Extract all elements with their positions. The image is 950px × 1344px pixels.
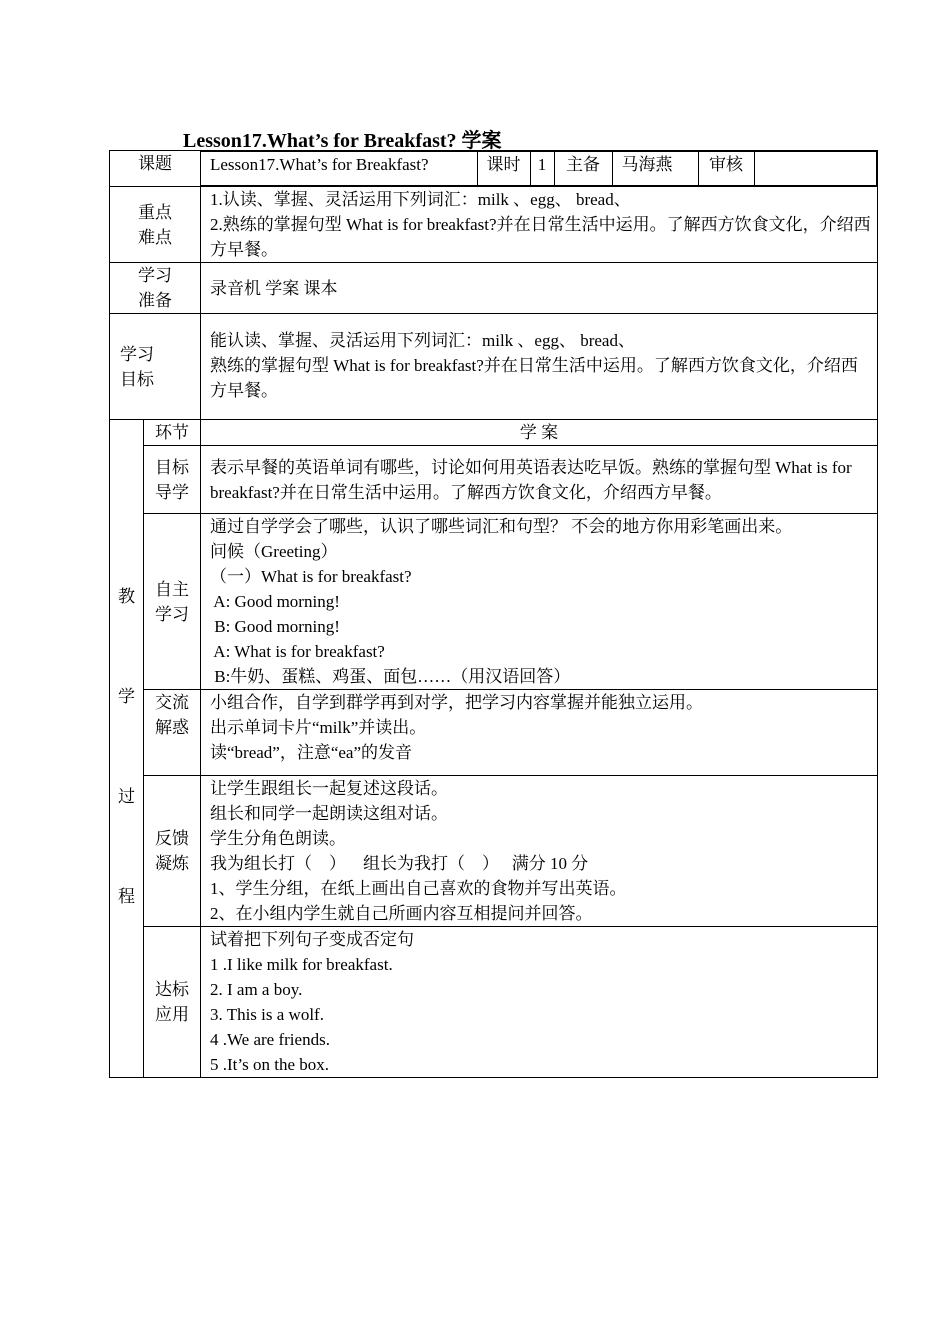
goals-label-1: 学习 (120, 344, 154, 364)
goals-content (201, 314, 878, 420)
section-line: 5 .It’s on the box. (210, 1055, 329, 1074)
goals-label-cell (110, 314, 201, 420)
prep-text: 录音机 学案 课本 (210, 278, 338, 298)
goals-label-2: 目标 (120, 369, 154, 389)
side-char-3: 过 (118, 787, 135, 806)
section-line: 读“bread”，注意“ea”的发音 (210, 743, 413, 762)
section-row (110, 776, 878, 927)
goals-line-1: 能认读、掌握、灵活运用下列词汇：milk 、egg、 bread、 (210, 331, 635, 350)
header-inner-table (201, 151, 877, 186)
focus-row (110, 187, 878, 263)
lead-value: 马海燕 (612, 152, 698, 186)
section-label-line: 凝炼 (155, 854, 189, 873)
section-content (201, 927, 878, 1078)
prep-content (201, 263, 878, 314)
lead-label: 主备 (554, 152, 612, 186)
section-line: 通过自学学会了哪些，认识了哪些词汇和句型？ 不会的地方你用彩笔画出来。 (210, 517, 793, 536)
prep-label-2: 准备 (138, 291, 172, 310)
section-label-cell (144, 514, 201, 690)
prep-label-1: 学习 (138, 266, 172, 285)
section-label-line: 应用 (155, 1005, 189, 1024)
section-row (110, 446, 878, 514)
section-label-line: 反馈 (155, 829, 189, 848)
prep-row (110, 263, 878, 314)
section-line: 小组合作，自学到群学再到对学，把学习内容掌握并能独立运用。 (210, 693, 703, 712)
section-line: （一）What is for breakfast? (210, 567, 412, 586)
section-line: 3. This is a wolf. (210, 1005, 324, 1024)
section-line: 4 .We are friends. (210, 1030, 330, 1049)
section-line: 问候（Greeting） (210, 542, 338, 561)
section-label-line: 自主 (155, 579, 189, 599)
focus-line-1: 1.认读、掌握、灵活运用下列词汇：milk 、egg、 bread、 (210, 190, 631, 209)
document-title: Lesson17.What’s for Breakfast? 学案 (183, 130, 502, 152)
section-line: B:牛奶、蛋糕、鸡蛋、面包……（用汉语回答） (210, 667, 571, 686)
side-char-4: 程 (118, 887, 135, 906)
header-row (110, 151, 878, 187)
section-line: 2、在小组内学生就自己所画内容互相提问并回答。 (210, 904, 593, 923)
section-line: 试着把下列句子变成否定句 (210, 930, 414, 949)
section-line: B: Good morning! (210, 617, 340, 636)
hours-label: 课时 (477, 152, 530, 186)
plan-header: 学 案 (201, 420, 878, 446)
section-line: A: Good morning! (210, 592, 340, 611)
section-row (110, 927, 878, 1078)
review-value (754, 152, 877, 186)
focus-label-cell (110, 187, 201, 263)
section-label-line: 交流 (155, 693, 189, 712)
section-label-cell (144, 776, 201, 927)
section-line: 出示单词卡片“milk”并读出。 (210, 718, 427, 737)
section-row (110, 514, 878, 690)
prep-label-cell (110, 263, 201, 314)
process-header-row (110, 420, 878, 446)
topic-value: Lesson17.What’s for Breakfast? (201, 152, 477, 186)
section-label-line: 达标 (155, 980, 189, 999)
stage-header: 环节 (144, 420, 201, 446)
focus-label-1: 重点 (138, 202, 172, 222)
hours-value: 1 (530, 152, 554, 186)
section-label-line: 学习 (155, 604, 189, 624)
section-label-cell (144, 446, 201, 514)
section-line: 2. I am a boy. (210, 980, 303, 999)
section-line: 学生分角色朗读。 (210, 829, 346, 848)
goals-line-2: 熟练的掌握句型 What is for breakfast?并在日常生活中运用。了解西方饮食文化，介绍西方早餐。 (210, 356, 858, 400)
section-line: 1 .I like milk for breakfast. (210, 955, 393, 974)
focus-content (201, 187, 878, 263)
section-label-cell (144, 927, 201, 1078)
section-label-line: 导学 (155, 482, 189, 502)
side-char-1: 教 (118, 587, 135, 606)
section-line: 表示早餐的英语单词有哪些，讨论如何用英语表达吃早饭。熟练的掌握句型 What is for breakfast?并在日常生活中运用。了解西方饮食文化，介绍西方早餐。 (210, 458, 852, 502)
section-line: 1、学生分组，在纸上画出自己喜欢的食物并写出英语。 (210, 879, 627, 898)
review-label: 审核 (698, 152, 754, 186)
process-side-cell (110, 420, 144, 1078)
section-label-line: 目标 (155, 457, 189, 477)
header-values-cell (201, 151, 878, 187)
section-row (110, 690, 878, 776)
section-label-line: 解惑 (155, 718, 189, 737)
section-line: 让学生跟组长一起复述这段话。 (210, 779, 448, 798)
section-line: 我为组长打（ ） 组长为我打（ ） 满分 10 分 (210, 854, 589, 873)
section-line: 组长和同学一起朗读这组对话。 (210, 804, 448, 823)
lesson-plan-table (109, 150, 878, 1078)
goals-row (110, 314, 878, 420)
section-content (201, 690, 878, 776)
section-line: A: What is for breakfast? (210, 642, 385, 661)
side-char-2: 学 (118, 687, 135, 706)
focus-line-2: 2.熟练的掌握句型 What is for breakfast?并在日常生活中运用。了解西方饮食文化，介绍西方早餐。 (210, 215, 871, 259)
section-content (201, 776, 878, 927)
topic-label: 课题 (138, 154, 172, 173)
section-content (201, 446, 878, 514)
focus-label-2: 难点 (138, 227, 172, 247)
section-label-cell (144, 690, 201, 776)
section-content (201, 514, 878, 690)
topic-label-cell (110, 151, 201, 187)
